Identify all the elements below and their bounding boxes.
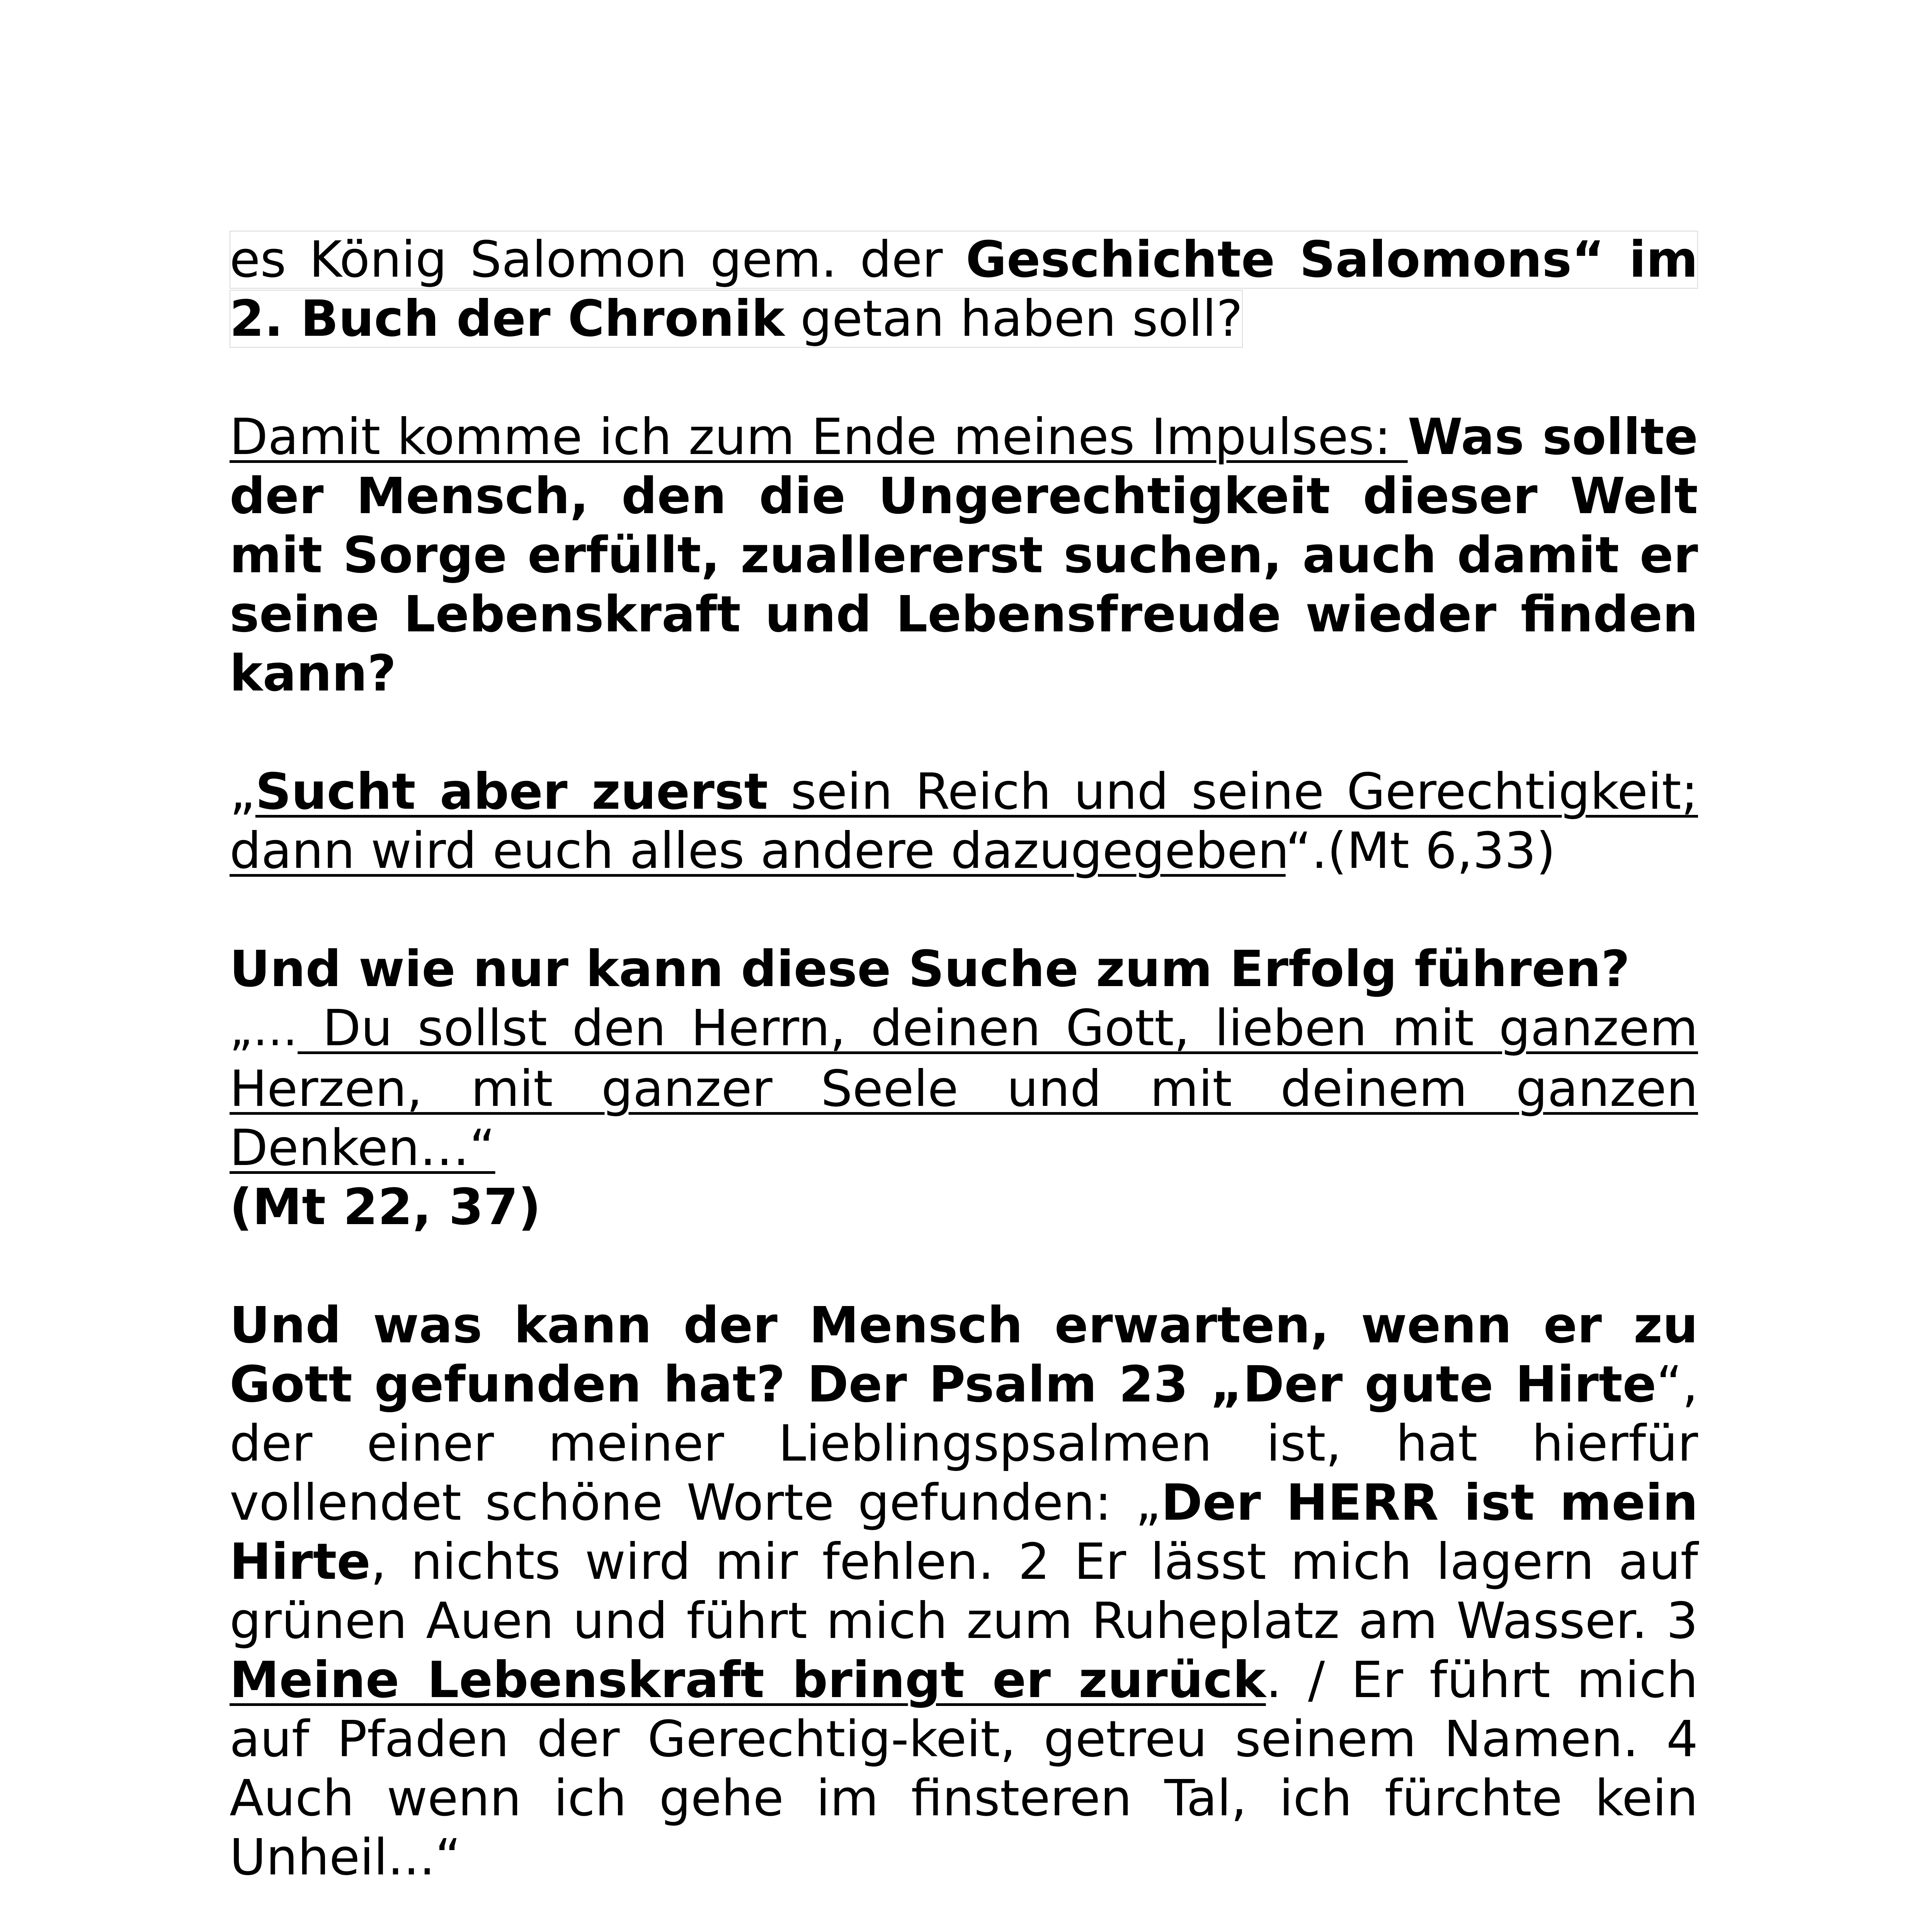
paragraph-impulse-end [230, 408, 1698, 703]
underlined-quote-text: Du sollst den Herrn, deinen Gott, lieben mit ganzem Herzen, mit ganzer Seele und mit deinem ganzen Denken…“ [230, 999, 1698, 1177]
bold-question-erfolg: Und wie nur kann diese Suche zum Erfolg führen? [230, 940, 1630, 998]
underlined-text-intro: Damit komme ich zum Ende meines Impulses: [230, 408, 1408, 466]
text-run: es König Salomon gem. der [230, 231, 966, 289]
paragraph-quote-mt-22-37 [230, 940, 1698, 1237]
boxed-text-salomon [230, 231, 1698, 348]
paragraph-quote-mt-6-33 [230, 762, 1698, 881]
text-run: getan haben soll? [784, 290, 1243, 348]
paragraph-spacer [230, 703, 1698, 762]
paragraph-psalm-23 [230, 1296, 1698, 1887]
bold-underlined-sucht: Sucht aber zuerst [255, 763, 768, 821]
paragraph-spacer [230, 881, 1698, 940]
citation-mt-22-37: (Mt 22, 37) [230, 1178, 541, 1236]
citation-mt-6-33: “.(Mt 6,33) [1285, 822, 1556, 880]
quote-open-ellipsis: „… [230, 1004, 298, 1056]
paragraph-spacer [230, 349, 1698, 408]
document-body [230, 230, 1698, 1932]
paragraph-spacer [230, 1887, 1698, 1932]
bold-text-herr-hirte: Der HERR ist mein Hirte [230, 1474, 1698, 1591]
bold-text-psalm-intro: Und was kann der Mensch erwarten, wenn er zu Gott gefunden hat? Der Psalm 23 „Der gute Hirte [230, 1296, 1698, 1413]
paragraph-salomon [230, 230, 1698, 349]
bold-underlined-lebenskraft: Meine Lebenskraft bringt er zurück [230, 1651, 1266, 1709]
bold-question-text: Was sollte der Mensch, den die Ungerechtigkeit dieser Welt mit Sorge erfüllt, zuallererst suchen, auch damit er seine Lebenskraft und Lebensfreude wieder finden kann? [230, 408, 1698, 702]
quote-open-mark: „ [230, 763, 255, 821]
text-run: , nichts wird mir fehlen. 2 Er lässt mich lagern auf grünen Auen und führt mich zum Ruheplatz am Wasser. 3 [230, 1533, 1698, 1650]
text-run: “, der einer meiner Lieblingspsalmen ist, hat hierfür vollendet schöne Worte gefunden: „ [230, 1355, 1698, 1532]
underlined-quote-text: sein Reich und seine Gerechtigkeit; dann wird euch alles andere dazugegeben [230, 763, 1698, 880]
text-run: . / Er führt mich auf Pfaden der Gerechtig-keit, getreu seinem Namen. 4 Auch wenn ich gehe im finsteren Tal, ich fürchte kein Unheil...“ [230, 1651, 1698, 1886]
paragraph-spacer [230, 1237, 1698, 1296]
bold-text-chronik: Geschichte Salomons“ im 2. Buch der Chronik [230, 231, 1698, 348]
